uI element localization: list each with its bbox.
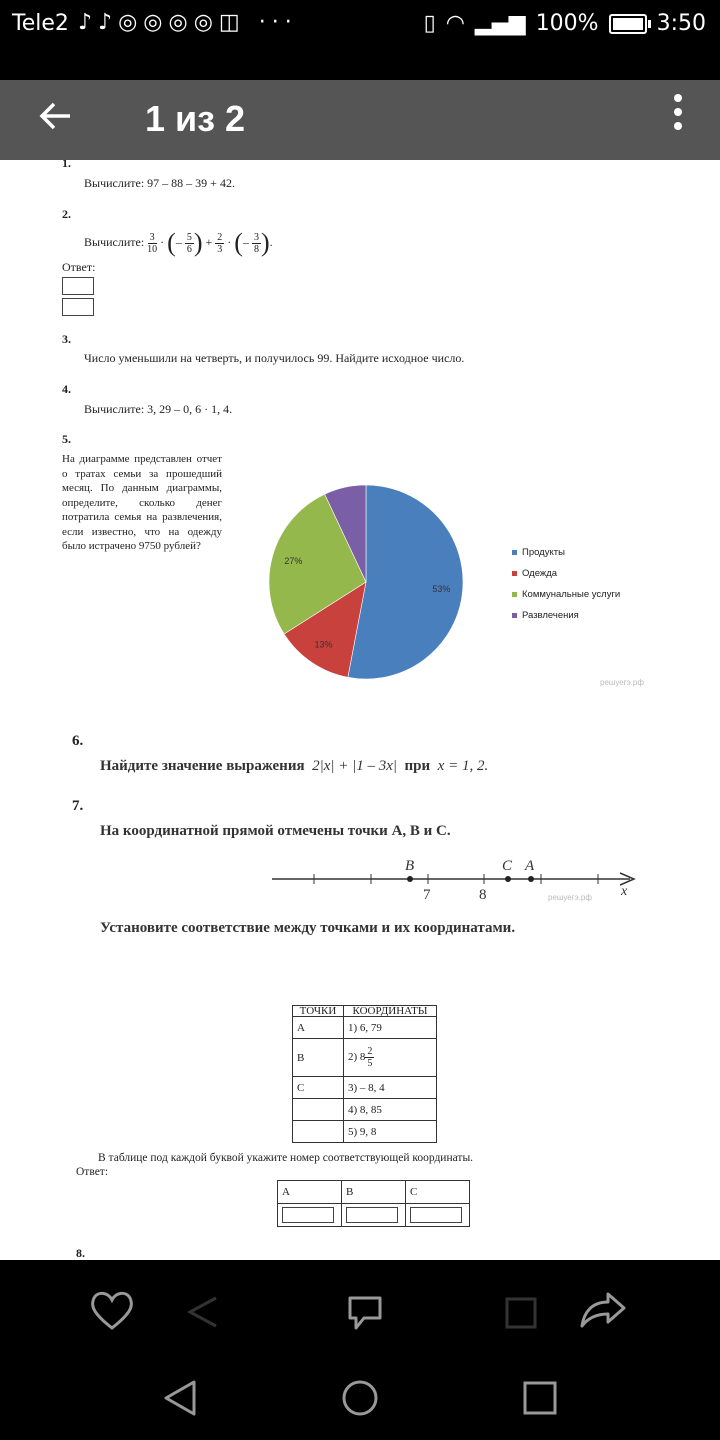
chrome-icon: ◎ — [193, 10, 219, 35]
chrome-icon: ◎ — [168, 10, 194, 35]
legend-swatch — [512, 571, 517, 576]
table-cell: B — [293, 1039, 344, 1077]
wifi-icon: ◠ — [445, 11, 465, 36]
coordinate-line — [268, 855, 648, 905]
q2-answer-denominator-box[interactable] — [62, 298, 94, 316]
points-coordinates-table — [292, 1005, 437, 1143]
tick-label-7: 7 — [423, 887, 431, 903]
q2-number: 2. — [62, 207, 71, 221]
answer-input-c[interactable] — [410, 1207, 462, 1223]
q6-condition: x = 1, 2. — [437, 758, 489, 774]
fraction: $\frac{2}{5}$ — [367, 1046, 373, 1069]
more-notifications: ··· — [258, 10, 298, 35]
q1-label: Вычислите: — [84, 176, 145, 190]
pie-data-label: 27% — [284, 555, 303, 566]
q3-text: Число уменьшили на четверть, и получилось 99. Найдите исходное число. — [84, 351, 465, 365]
battery-percent: 100% — [535, 11, 599, 36]
app-bar — [0, 80, 720, 160]
instagram-icon: ◫ — [218, 10, 246, 35]
notification-icons — [78, 10, 298, 35]
point-b-dot — [407, 876, 413, 882]
point-c-dot — [505, 876, 511, 882]
q7-instruction: Установите соответствие между точками и их координатами. — [100, 920, 516, 936]
document-page[interactable] — [0, 160, 720, 1260]
q4-expression: 3, 29 – 0, 6 · 1, 4. — [147, 402, 233, 416]
legend-swatch — [512, 550, 517, 555]
table-header: ТОЧКИ — [293, 1006, 344, 1017]
q1-number: 1. — [62, 160, 71, 170]
vibrate-icon: ▯ — [423, 11, 436, 36]
legend-label: Коммунальные услуги — [522, 589, 621, 600]
chrome-icon: ◎ — [118, 10, 144, 35]
axis-label-x: x — [621, 884, 628, 899]
system-nav-bar — [0, 1360, 720, 1440]
comment-icon[interactable] — [344, 1292, 386, 1334]
answer-cell — [406, 1204, 470, 1227]
pie-data-label: 13% — [314, 639, 333, 650]
nav-recents-icon[interactable] — [522, 1380, 558, 1416]
heart-icon[interactable] — [88, 1288, 136, 1332]
tick-label-8: 8 — [479, 887, 487, 903]
table-cell: 1) 6, 79 — [344, 1017, 437, 1039]
table-header: КООРДИНАТЫ — [344, 1006, 437, 1017]
legend-item — [512, 605, 620, 626]
signal-icon: ▂▄▆ — [474, 11, 526, 36]
table-cell: 4) 8, 85 — [344, 1099, 437, 1121]
fraction: $\frac{5}{6}$ — [186, 231, 192, 255]
q6-text — [100, 758, 488, 775]
q5-number: 5. — [62, 432, 71, 446]
operator: – — [175, 234, 182, 249]
legend-item — [512, 584, 620, 605]
legend-item — [512, 563, 620, 584]
pie-data-label: 53% — [432, 584, 451, 595]
back-arrow-icon[interactable] — [36, 96, 76, 146]
legend-swatch — [512, 592, 517, 597]
operator: – — [242, 234, 249, 249]
q8-number: 8. — [76, 1246, 85, 1260]
q7-number: 7. — [72, 798, 84, 814]
chart-watermark: решуегэ.рф — [600, 678, 644, 687]
tiktok-icon: ♪ — [98, 10, 119, 35]
answer-col-c: C — [406, 1181, 470, 1204]
answer-col-a: A — [278, 1181, 342, 1204]
fraction: $\frac{3}{10}$ — [147, 231, 158, 255]
q2-answer-label: Ответ: — [62, 260, 96, 274]
q1-expression: 97 – 88 – 39 + 42. — [147, 176, 235, 190]
answer-input-a[interactable] — [282, 1207, 334, 1223]
q4-text — [84, 402, 232, 417]
q4-number: 4. — [62, 382, 71, 396]
answer-input-b[interactable] — [346, 1207, 398, 1223]
page-counter-title: 1 из 2 — [145, 98, 246, 139]
table-cell: 3) – 8, 4 — [344, 1077, 437, 1099]
battery-icon — [609, 14, 647, 34]
q6-expression: 2|x| + |1 – 3x| — [312, 758, 398, 774]
q7-answer-table — [277, 1180, 470, 1227]
legend-label: Одежда — [522, 568, 558, 579]
play-back-icon[interactable] — [184, 1294, 220, 1330]
legend-swatch — [512, 613, 517, 618]
q6-condition-word: при — [404, 758, 431, 774]
nav-back-icon[interactable] — [160, 1378, 200, 1418]
share-arrow-icon[interactable] — [578, 1290, 628, 1330]
q1-text — [84, 176, 235, 191]
point-a-dot — [528, 876, 534, 882]
carrier-name: Tele2 — [12, 11, 69, 36]
line-watermark: решуегэ.рф — [548, 893, 592, 902]
clock: 3:50 — [656, 11, 706, 36]
point-b-label: B — [405, 858, 415, 874]
tiktok-icon: ♪ — [78, 10, 99, 35]
answer-col-b: B — [342, 1181, 406, 1204]
table-cell — [293, 1099, 344, 1121]
table-cell: A — [293, 1017, 344, 1039]
chrome-icon: ◎ — [143, 10, 169, 35]
pie-chart — [262, 478, 472, 688]
chart-legend — [512, 542, 620, 626]
q7-text: На координатной прямой отмечены точки А, В и С. — [100, 823, 451, 839]
square-icon[interactable] — [504, 1296, 538, 1330]
q7-answer-instruction: В таблице под каждой буквой укажите номер соответствующей координаты. — [98, 1152, 474, 1164]
operator: · — [160, 234, 165, 249]
table-cell: 5) 9, 8 — [344, 1121, 437, 1143]
q3-number: 3. — [62, 332, 71, 346]
point-a-label: A — [525, 858, 535, 874]
q5-text: На диаграмме представлен отчет о тратах семьи за прошедший месяц. По данным диаграммы, определите, сколько денег потратила семья на развлечения, если известно, что на одежду было истрачено 9750 рублей? — [62, 453, 222, 552]
q6-label: Найдите значение выражения — [100, 758, 305, 774]
q2-answer-numerator-box[interactable] — [62, 277, 94, 295]
fraction: $\frac{3}{8}$ — [253, 231, 259, 255]
coord-integer: 2) 8 — [348, 1051, 366, 1064]
q6-number: 6. — [72, 733, 84, 749]
legend-item — [512, 542, 620, 563]
operator: · — [227, 234, 232, 249]
answer-cell — [342, 1204, 406, 1227]
operator: + — [205, 234, 213, 249]
status-bar — [0, 0, 720, 50]
more-options-icon[interactable] — [668, 88, 688, 148]
nav-home-icon[interactable] — [340, 1378, 380, 1418]
q2-text: Вычислите: $\frac{3}{10}$ · (– $\frac{5}{6}$ ) + $\frac{2}{3}$ · (– $\frac{3}{8}$ ). — [84, 228, 273, 257]
fraction: $\frac{2}{3}$ — [217, 231, 223, 255]
table-cell — [344, 1039, 437, 1077]
q2-label: Вычислите: — [84, 234, 145, 249]
legend-label: Продукты — [522, 547, 565, 558]
q4-label: Вычислите: — [84, 402, 145, 416]
viewer-toolbar — [0, 1260, 720, 1360]
answer-cell — [278, 1204, 342, 1227]
point-c-label: C — [502, 858, 513, 874]
table-cell: C — [293, 1077, 344, 1099]
table-cell — [293, 1121, 344, 1143]
q7-answer-label: Ответ: — [76, 1166, 109, 1178]
legend-label: Развлечения — [522, 610, 579, 621]
